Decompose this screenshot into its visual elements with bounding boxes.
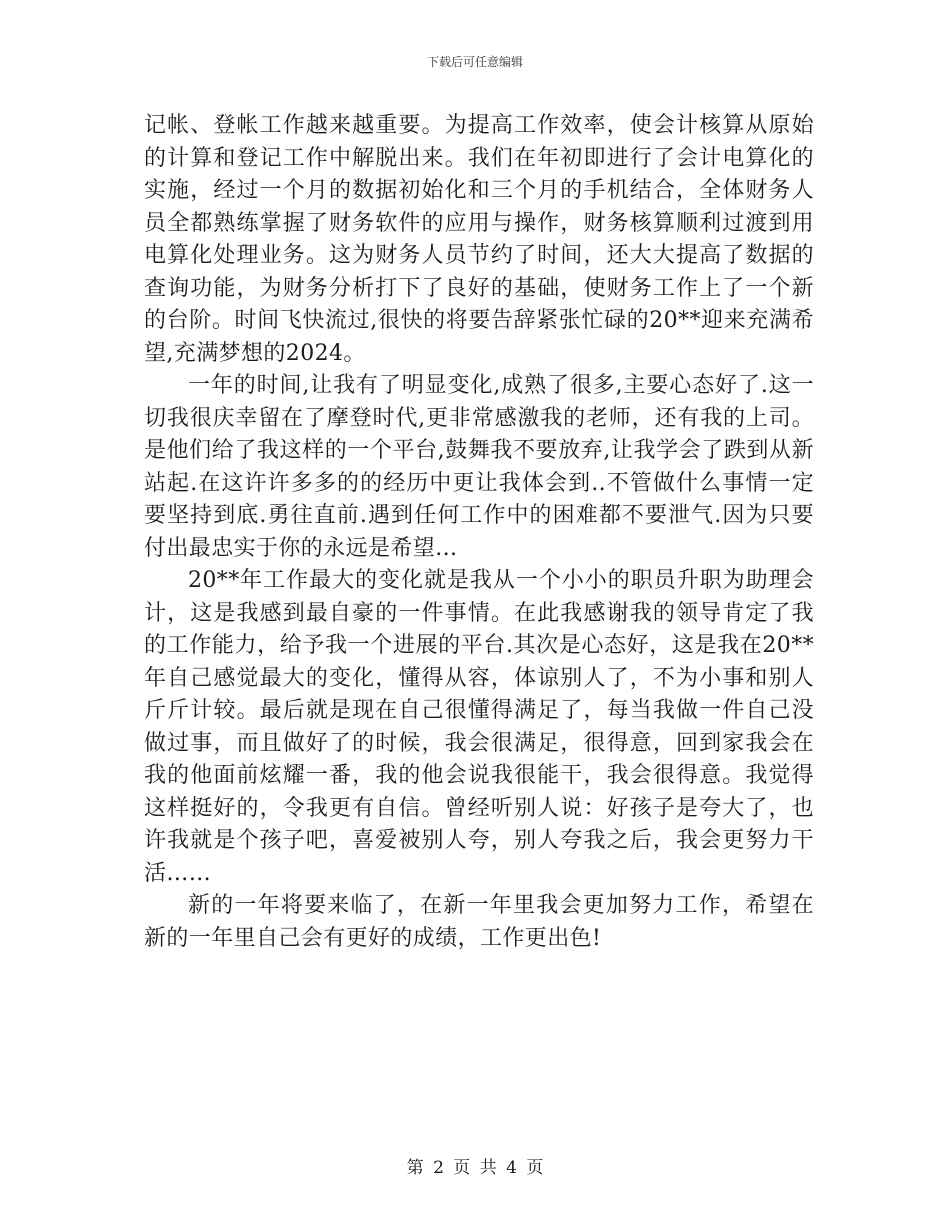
paragraph: 新的一年将要来临了，在新一年里我会更加努力工作，希望在新的一年里自己会有更好的成绩，工作更出色! xyxy=(144,893,814,951)
paragraph: 一年的时间,让我有了明显变化,成熟了很多,主要心态好了.这一切我很庆幸留在了摩登时代,更非常感激我的老师，还有我的上司。是他们给了我这样的一个平台,鼓舞我不要放弃,让我学会了跌到从新站起.在这许许多多的的经历中更让我体会到..不管做什么事情一定要坚持到底.勇往直前.遇到任何工作中的困难都不要泄气.因为只要付出最忠实于你的永远是希望... xyxy=(144,373,814,561)
paragraph: 20**年工作最大的变化就是我从一个小小的职员升职为助理会计，这是我感到最自豪的一件事情。在此我感谢我的领导肯定了我的工作能力，给予我一个进展的平台.其次是心态好，这是我在20**年自己感觉最大的变化，懂得从容，体谅别人了，不为小事和别人斤斤计较。最后就是现在自己很懂得满足了，每当我做一件自己没做过事，而且做好了的时候，我会很满足，很得意，回到家我会在我的他面前炫耀一番，我的他会说我很能干，我会很得意。我觉得这样挺好的，令我更有自信。曾经听别人说：好孩子是夸大了，也许我就是个孩子吧，喜爱被别人夸，别人夸我之后，我会更努力干活…… xyxy=(144,568,814,886)
page-number: 第 2 页 共 4 页 xyxy=(406,1158,544,1178)
document-body xyxy=(144,110,814,955)
paragraph-continuation: 记帐、登帐工作越来越重要。为提高工作效率，使会计核算从原始的计算和登记工作中解脱出来。我们在年初即进行了会计电算化的实施，经过一个月的数据初始化和三个月的手机结合，全体财务人员全都熟练掌握了财务软件的应用与操作，财务核算顺利过渡到用电算化处理业务。这为财务人员节约了时间，还大大提高了数据的查询功能，为财务分析打下了良好的基础，使财务工作上了一个新的台阶。时间飞快流过,很快的将要告辞紧张忙碌的20**迎来充满希望,充满梦想的2024。 xyxy=(144,113,814,366)
header-note: 下载后可任意编辑 xyxy=(426,55,523,69)
